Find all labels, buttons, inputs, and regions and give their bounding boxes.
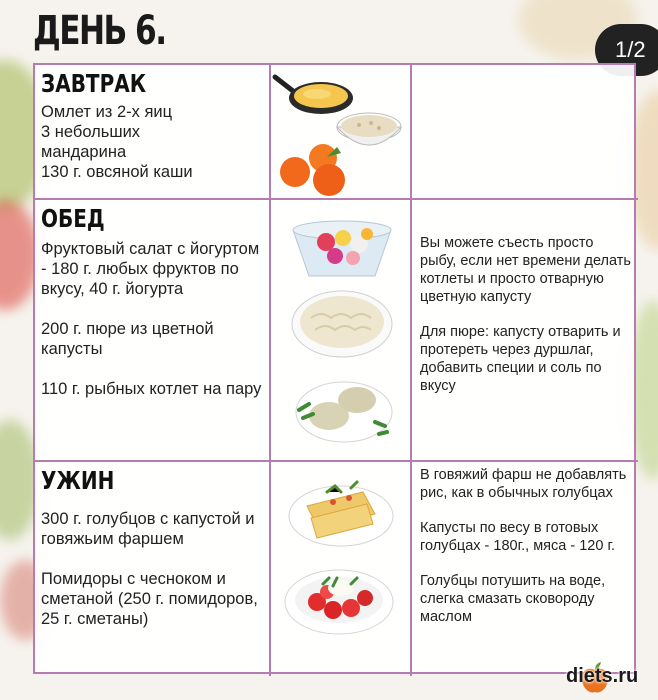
tomato-salad-icon <box>285 570 393 634</box>
lunch-cell <box>35 200 271 462</box>
dinner-image-cell <box>271 462 412 676</box>
breakfast-list <box>41 102 263 182</box>
dinner-item: Помидоры с чесноком и сметаной (250 г. помидоров, 25 г. сметаны) <box>41 570 258 628</box>
dinner-note: Капусты по весу в готовых голубцах - 180г., мяса - 120 г. <box>420 520 615 554</box>
dinner-item: 300 г. голубцов с капустой и говяжьим фаршем <box>41 510 255 548</box>
lunch-item: Фруктовый салат с йогуртом - 180 г. любых фруктов по вкусу, 40 г. йогурта <box>41 240 260 298</box>
cabbage-rolls-icon <box>289 482 393 546</box>
fruit-salad-icon <box>293 221 391 276</box>
dinner-heading: УЖИН <box>41 466 115 495</box>
breakfast-cell <box>35 65 271 200</box>
image-counter[interactable]: 1/2 <box>595 24 658 76</box>
fish-cakes-icon <box>296 382 392 442</box>
page-title: ДЕНЬ 6. <box>33 8 166 54</box>
oatmeal-bowl-icon <box>337 113 401 145</box>
breakfast-line: 3 небольших <box>41 123 141 141</box>
breakfast-image-cell <box>271 65 412 200</box>
breakfast-line: мандарина <box>41 143 127 161</box>
lunch-list <box>41 239 263 399</box>
dinner-notes-cell <box>412 462 638 676</box>
lunch-item: 110 г. рыбных котлет на пару <box>41 380 262 398</box>
breakfast-notes-cell <box>412 65 638 200</box>
watermark: diets.ru <box>566 665 639 687</box>
breakfast-heading: ЗАВТРАК <box>41 69 147 98</box>
dinner-note: Голубцы потушить на воде, слегка смазать сковороду маслом <box>420 573 606 625</box>
lunch-item: 200 г. пюре из цветной капусты <box>41 320 214 358</box>
lunch-note: Вы можете съесть просто рыбу, если нет времени делать котлеты и просто отварную цветную капусту <box>420 235 631 305</box>
meal-table <box>33 63 636 674</box>
cauliflower-puree-icon <box>292 291 392 357</box>
lunch-notes <box>420 234 632 395</box>
lunch-notes-cell <box>412 200 638 462</box>
lunch-note: Для пюре: капусту отварить и протереть через дуршлаг, добавить специи и соль по вкусу <box>420 324 621 394</box>
dinner-cell <box>35 462 271 676</box>
lunch-image-cell <box>271 200 412 462</box>
dinner-notes <box>420 466 632 626</box>
breakfast-line: Омлет из 2-х яиц <box>41 103 173 121</box>
omelette-pan-icon <box>275 77 353 114</box>
dinner-list <box>41 509 263 629</box>
lunch-heading: ОБЕД <box>41 204 105 233</box>
breakfast-line: 130 г. овсяной каши <box>41 163 193 181</box>
dinner-note: В говяжий фарш не добавлять рис, как в обычных голубцах <box>420 467 627 501</box>
tangerines-icon <box>280 144 345 196</box>
